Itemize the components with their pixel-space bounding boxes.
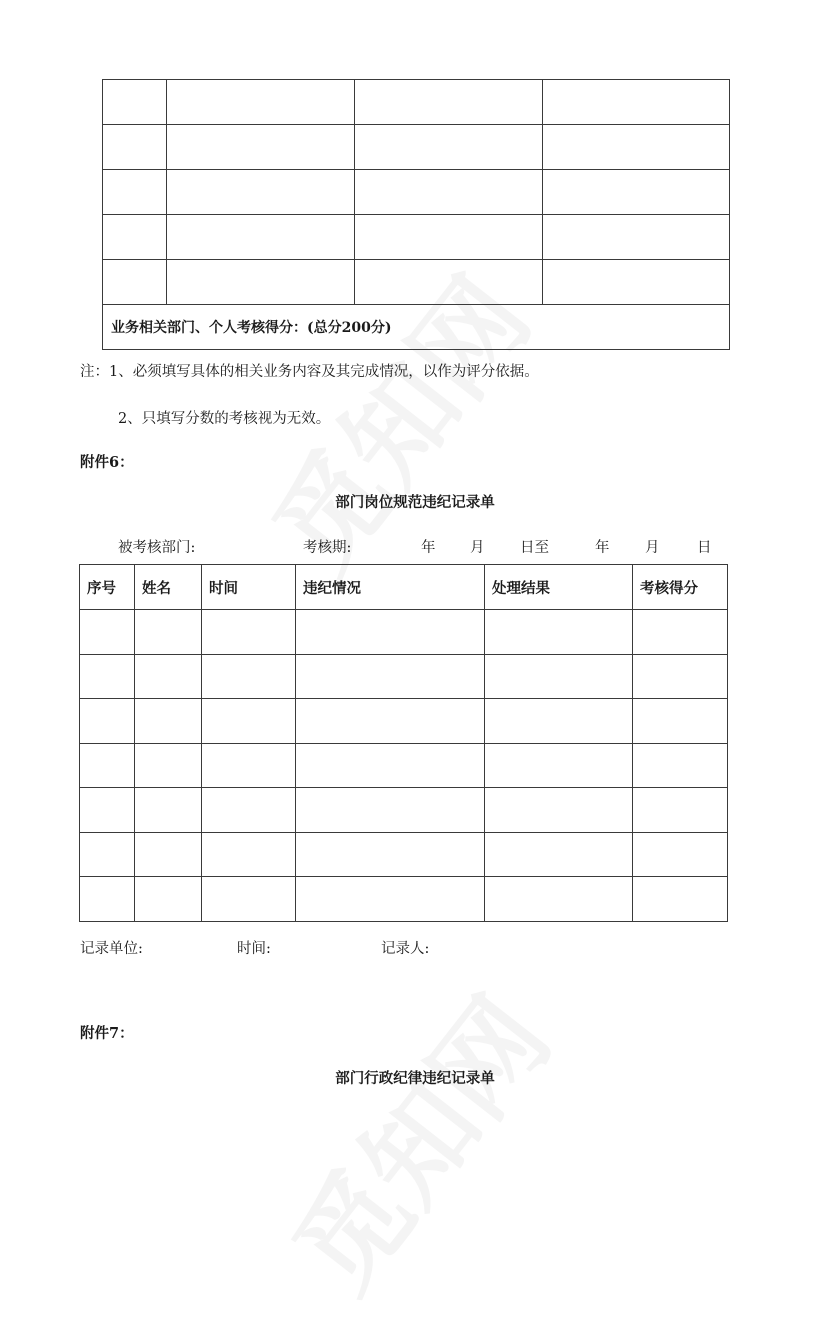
table-cell: [633, 699, 728, 744]
date-unit-day: 日: [697, 540, 712, 556]
date-unit-year: 年: [421, 540, 436, 556]
table-cell: [80, 610, 135, 655]
table-cell: [135, 832, 202, 877]
table-cell: [202, 610, 296, 655]
score-row: [103, 305, 730, 350]
table-cell: [103, 215, 167, 260]
table-cell: [485, 610, 633, 655]
table-cell: [485, 743, 633, 788]
table-cell: [202, 832, 296, 877]
table-cell: [202, 699, 296, 744]
table-cell: [633, 788, 728, 833]
table-cell: [80, 654, 135, 699]
table-cell: [80, 877, 135, 922]
form-title: 部门岗位规范违纪记录单: [335, 494, 495, 511]
table-cell: [80, 788, 135, 833]
table-row: [80, 743, 728, 788]
table-cell: [543, 125, 730, 170]
table-cell: [167, 80, 355, 125]
attachment-6-label: 附件6：: [80, 454, 134, 471]
table-cell: [80, 743, 135, 788]
table-cell: [296, 877, 485, 922]
table-cell: [202, 654, 296, 699]
table-cell: [296, 654, 485, 699]
table-row: [80, 788, 728, 833]
table-row: [103, 170, 730, 215]
table-cell: [167, 170, 355, 215]
table-cell: [296, 832, 485, 877]
table-cell: [103, 125, 167, 170]
table-cell: [296, 788, 485, 833]
assessed-dept-label: 被考核部门:: [118, 540, 196, 556]
table-row: [80, 654, 728, 699]
column-header: 违纪情况: [296, 565, 485, 610]
table-cell: [80, 699, 135, 744]
table-cell: [296, 743, 485, 788]
attachment-7-label: 附件7：: [80, 1025, 134, 1042]
date-unit-month: 月: [645, 540, 660, 556]
column-header: 处理结果: [485, 565, 633, 610]
table-row: [103, 260, 730, 305]
table-cell: [135, 877, 202, 922]
table-cell: [135, 654, 202, 699]
table-row: [103, 215, 730, 260]
table-header-row: [80, 565, 728, 610]
table-cell: [103, 260, 167, 305]
column-header: 姓名: [135, 565, 202, 610]
table-row: [80, 699, 728, 744]
table-cell: [355, 170, 543, 215]
assessment-period-label: 考核期:: [303, 540, 352, 556]
table-cell: [633, 610, 728, 655]
table-cell: [80, 832, 135, 877]
column-header: 序号: [80, 565, 135, 610]
table-cell: [103, 80, 167, 125]
table-cell: [135, 788, 202, 833]
column-header: 考核得分: [633, 565, 728, 610]
table-cell: [633, 832, 728, 877]
table-cell: [543, 260, 730, 305]
table-cell: [202, 877, 296, 922]
table-cell: [543, 80, 730, 125]
table-cell: [355, 125, 543, 170]
table-cell: [485, 654, 633, 699]
recorder-label: 记录人:: [381, 941, 430, 957]
table-cell: [633, 877, 728, 922]
table-cell: [135, 743, 202, 788]
table-row: [80, 832, 728, 877]
record-time-label: 时间:: [237, 941, 271, 957]
table-row: [80, 877, 728, 922]
form-title: 部门行政纪律违纪记录单: [335, 1070, 495, 1087]
note-2: 2、只填写分数的考核视为无效。: [118, 411, 331, 427]
table-cell: [167, 215, 355, 260]
table-cell: [135, 699, 202, 744]
table-row: [80, 610, 728, 655]
violation-record-table: [79, 564, 728, 922]
table-cell: [485, 832, 633, 877]
table-cell: [543, 170, 730, 215]
record-unit-label: 记录单位:: [80, 941, 143, 957]
table-cell: [355, 80, 543, 125]
column-header: 时间: [202, 565, 296, 610]
table-cell: [202, 788, 296, 833]
table-cell: [135, 610, 202, 655]
note-1: 注：1、必须填写具体的相关业务内容及其完成情况，以作为评分依据。: [80, 364, 539, 380]
table-cell: [296, 610, 485, 655]
date-unit-year: 年: [595, 540, 610, 556]
date-unit-day-to: 日至: [520, 540, 549, 556]
table-row: [103, 80, 730, 125]
assessment-table: [102, 79, 730, 350]
table-cell: [633, 654, 728, 699]
score-label: 业务相关部门、个人考核得分：(总分200分): [103, 305, 730, 350]
table-cell: [355, 260, 543, 305]
table-cell: [167, 260, 355, 305]
table-cell: [103, 170, 167, 215]
watermark: [251, 960, 579, 1317]
table-cell: [355, 215, 543, 260]
table-row: [103, 125, 730, 170]
table-cell: [485, 877, 633, 922]
date-unit-month: 月: [470, 540, 485, 556]
table-cell: [202, 743, 296, 788]
table-cell: [485, 699, 633, 744]
table-cell: [167, 125, 355, 170]
table-cell: [296, 699, 485, 744]
table-cell: [543, 215, 730, 260]
table-cell: [485, 788, 633, 833]
table-cell: [633, 743, 728, 788]
